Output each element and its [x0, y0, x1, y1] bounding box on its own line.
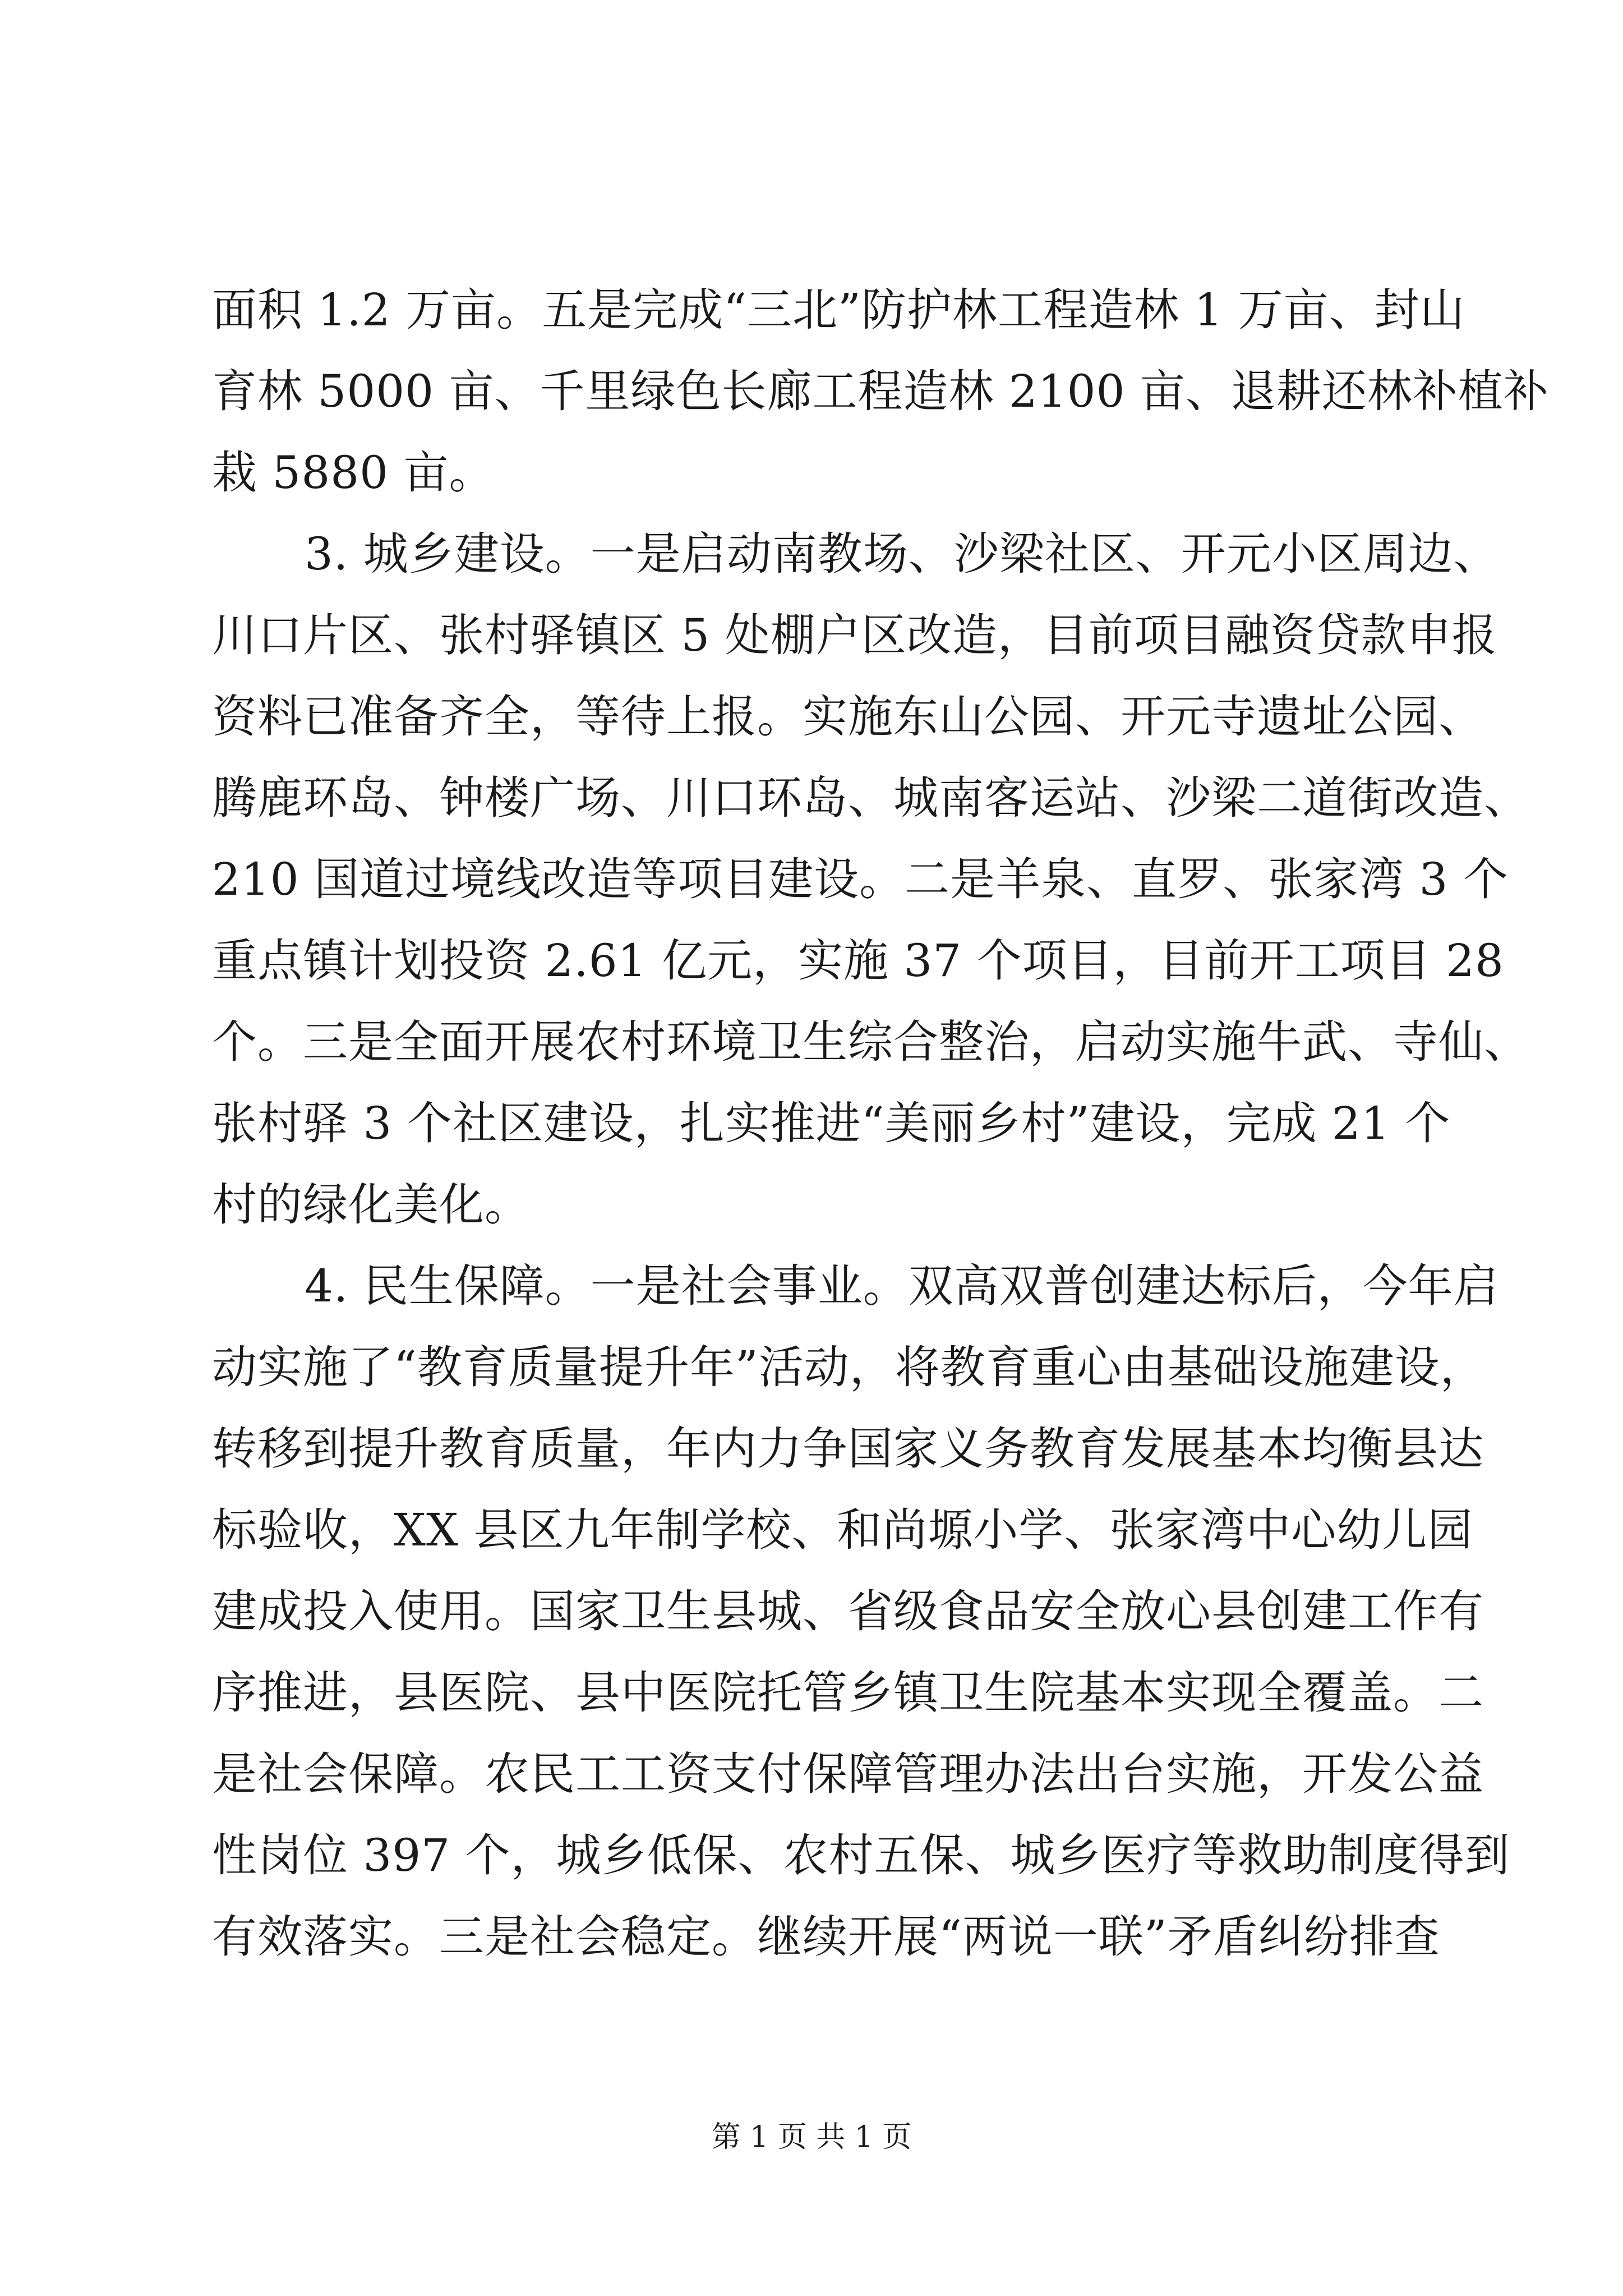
body-line: 转移到提升教育质量，年内力争国家义务教育发展基本均衡县达	[212, 1423, 1484, 1475]
paragraph-4-heading-line: 4. 民生保障。一是社会事业。双高双普创建达标后，今年启	[305, 1260, 1499, 1312]
body-line: 资料已准备齐全，等待上报。实施东山公园、开元寺遗址公园、	[212, 691, 1484, 743]
body-line: 210 国道过境线改造等项目建设。二是羊泉、直罗、张家湾 3 个	[212, 853, 1509, 905]
body-line: 育林 5000 亩、千里绿色长廊工程造林 2100 亩、退耕还林补植补	[212, 365, 1549, 417]
body-line: 标验收，XX 县区九年制学校、和尚塬小学、张家湾中心幼儿园	[212, 1504, 1473, 1556]
body-line: 序推进，县医院、县中医院托管乡镇卫生院基本实现全覆盖。二	[212, 1667, 1484, 1719]
body-line: 重点镇计划投资 2.61 亿元，实施 37 个项目，目前开工项目 28	[212, 935, 1504, 987]
body-line: 张村驿 3 个社区建设，扎实推进“美丽乡村”建设，完成 21 个	[212, 1097, 1451, 1149]
body-line: 川口片区、张村驿镇区 5 处棚户区改造，目前项目融资贷款申报	[212, 609, 1497, 661]
body-line: 个。三是全面开展农村环境卫生综合整治，启动实施牛武、寺仙、	[212, 1016, 1529, 1068]
page-number-label: 第 1 页 共 1 页	[711, 2120, 912, 2154]
body-line: 性岗位 397 个，城乡低保、农村五保、城乡医疗等救助制度得到	[212, 1829, 1510, 1881]
body-line: 栽 5880 亩。	[212, 447, 495, 499]
document-body	[212, 269, 1549, 1977]
body-line: 面积 1.2 万亩。五是完成“三北”防护林工程造林 1 万亩、封山	[212, 284, 1465, 336]
body-line: 村的绿化美化。	[212, 1179, 530, 1231]
body-line: 建成投入使用。国家卫生县城、省级食品安全放心县创建工作有	[212, 1585, 1484, 1637]
page-footer	[0, 2118, 1623, 2157]
body-line: 是社会保障。农民工工资支付保障管理办法出台实施，开发公益	[212, 1748, 1484, 1800]
body-line: 腾鹿环岛、钟楼广场、川口环岛、城南客运站、沙梁二道街改造、	[212, 772, 1529, 824]
paragraph-3-heading-line: 3. 城乡建设。一是启动南教场、沙梁社区、开元小区周边、	[305, 528, 1499, 580]
body-line: 有效落实。三是社会稳定。继续开展“两说一联”矛盾纠纷排查	[212, 1911, 1440, 1963]
body-line: 动实施了“教育质量提升年”活动，将教育重心由基础设施建设，	[212, 1341, 1486, 1393]
